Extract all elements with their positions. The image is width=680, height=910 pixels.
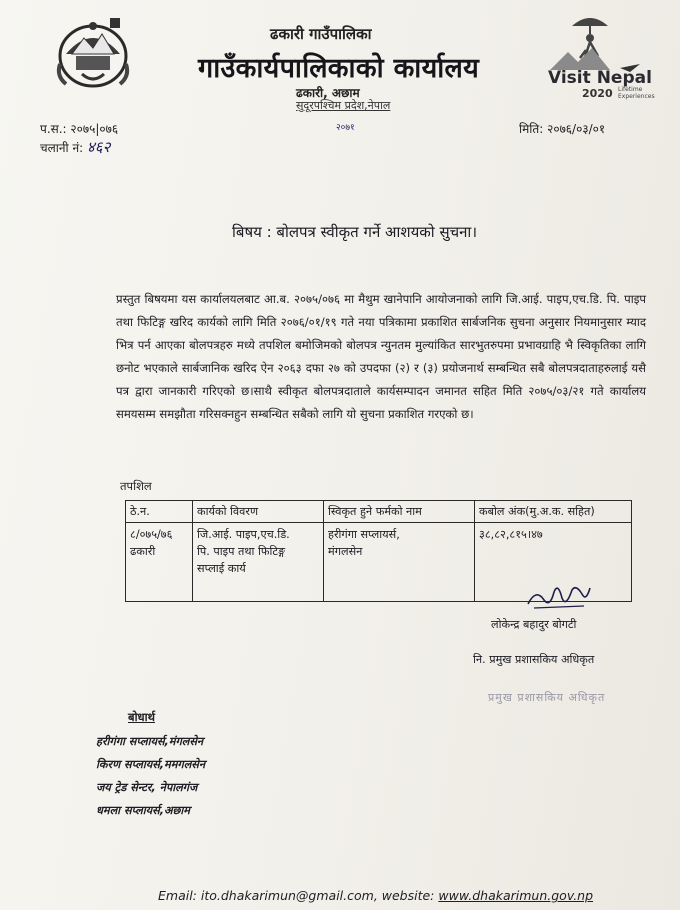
header-work-description: कार्यको विवरण — [193, 501, 324, 523]
nepal-word: Nepal — [596, 68, 652, 88]
officer-title: नि. प्रमुख प्रशासकिय अधिकृत — [473, 653, 595, 666]
cc-line-3: जय ट्रेड सेन्टर, नेपालगंज — [96, 781, 198, 794]
cc-line-4: धमला सप्लायर्स,अछाम — [96, 804, 190, 817]
visit-word: Visit — [548, 68, 591, 88]
cell-firm-name — [324, 523, 475, 602]
visit-tagline — [618, 86, 655, 100]
website-link: www.dhakarimun.gov.np — [438, 888, 594, 903]
tagline-line-2: Experiences — [618, 93, 655, 100]
chalani-label: चलानी नं: — [40, 141, 84, 155]
contract-no-line-1: ८/०७५/७६ — [130, 528, 173, 541]
work-line-1: जि.आई. पाइप,एच.डि. — [197, 528, 290, 541]
letter-body: प्रस्तुत बिषयमा यस कार्यालयलबाट आ.ब. २०७५/०७६ मा मैथुम खानेपानि आयोजनाको लागि जि.आई. पाइप,एच.डि. पि. पाइप तथा फिटिङ्ग खरिद कार्यको लागि मिति २०७६/०१/१९ गते नया पत्रिकामा प्रकाशित सार्बजनिक सुचना अनुसार नियमानुसार म्याद भित्र पर्न आएका बोलपत्रहरु मध्ये तपशिल बमोजिमको बोलपत्र न्युनतम मुल्यांकित सारभुतरुपमा प्रभावग्राहि भै स्विकृतिका लागि छनोट भएकाले सार्बजानिक खरिद ऐन २०६३ दफा २७ को उपदफा (२) र (३) प्रयोजनार्थ सम्बन्धित सबै बोलपत्रदाताहरुलाई यसै पत्र द्वारा जानकारी गरिएको छ।साथै स्वीकृत बोलपत्रदाताले कार्यसम्पादन जमानत सहित मिति २०७५/०३/२१ गते कार्यालय समयसम्म समझौता गरिसक्नहुन सम्बन्धित सबैको लागि यो सुचना प्रकाशित गरएको छ। — [116, 292, 646, 421]
firm-line-1: हरीगंगा सप्लायर्स, — [328, 528, 400, 541]
work-line-3: सप्लाई कार्य — [197, 562, 246, 575]
cc-line-1: हरीगंगा सप्लायर्स,मंगलसेन — [96, 735, 204, 748]
officer-name: लोकेन्द्र बहादुर बोगटी — [491, 618, 577, 631]
email-label: Email: — [158, 888, 201, 903]
work-line-2: पि. पाइप तथा फिटिङ्ग — [197, 545, 286, 558]
chalani-number — [40, 137, 110, 157]
established-year: २०७१ — [336, 123, 355, 133]
website-label: , website: — [373, 888, 439, 903]
table-header-row — [126, 501, 632, 523]
footer-contact — [158, 888, 593, 903]
cc-heading: बोधार्थ — [128, 710, 155, 724]
details-label: तपशिल — [120, 479, 152, 493]
letter-date: मिति: २०७६/०३/०१ — [519, 122, 606, 136]
office-title: गाउँकार्यपालिकाको कार्यालय — [198, 53, 480, 84]
tagline-line-1: Lifetime — [618, 86, 643, 93]
cell-contract-no — [126, 523, 193, 602]
cell-work-description — [193, 523, 324, 602]
header-firm-name: स्विकृत हुने फर्मको नाम — [324, 501, 475, 523]
firm-line-2: मंगलसेन — [328, 545, 363, 558]
header-contract-no: ठे.न. — [126, 501, 193, 523]
office-address: ढकारी, अछाम — [296, 86, 360, 100]
cc-line-2: किरण सप्लायर्स,ममगलसेन — [96, 758, 206, 771]
contract-no-line-2: ढकारी — [130, 545, 156, 558]
letter-subject: बिषय : बोलपत्र स्वीकृत गर्ने आशयको सुचना। — [232, 223, 477, 241]
cell-bid-amount: ३८,८२,८१५।४७ — [475, 523, 632, 602]
visit-year: 2020 — [582, 87, 613, 100]
chalani-value: ४६२ — [86, 138, 111, 156]
email-address: ito.dhakarimun@gmail.com — [200, 888, 374, 903]
header-bid-amount: कबोल अंक(मु.अ.क. सहित) — [475, 501, 632, 523]
office-seal: प्रमुख प्रशासकिय अधिकृत — [488, 691, 606, 704]
municipality-name: ढकारी गाउँपालिका — [270, 25, 372, 43]
office-province: सुदूरपश्चिम प्रदेश,नेपाल — [296, 99, 391, 112]
signature-icon — [524, 578, 594, 612]
nepal-emblem-icon — [52, 14, 134, 92]
letter-ps-number: प.स.: २०७५|०७६ — [40, 122, 119, 136]
visit-nepal-wordmark — [548, 68, 652, 88]
